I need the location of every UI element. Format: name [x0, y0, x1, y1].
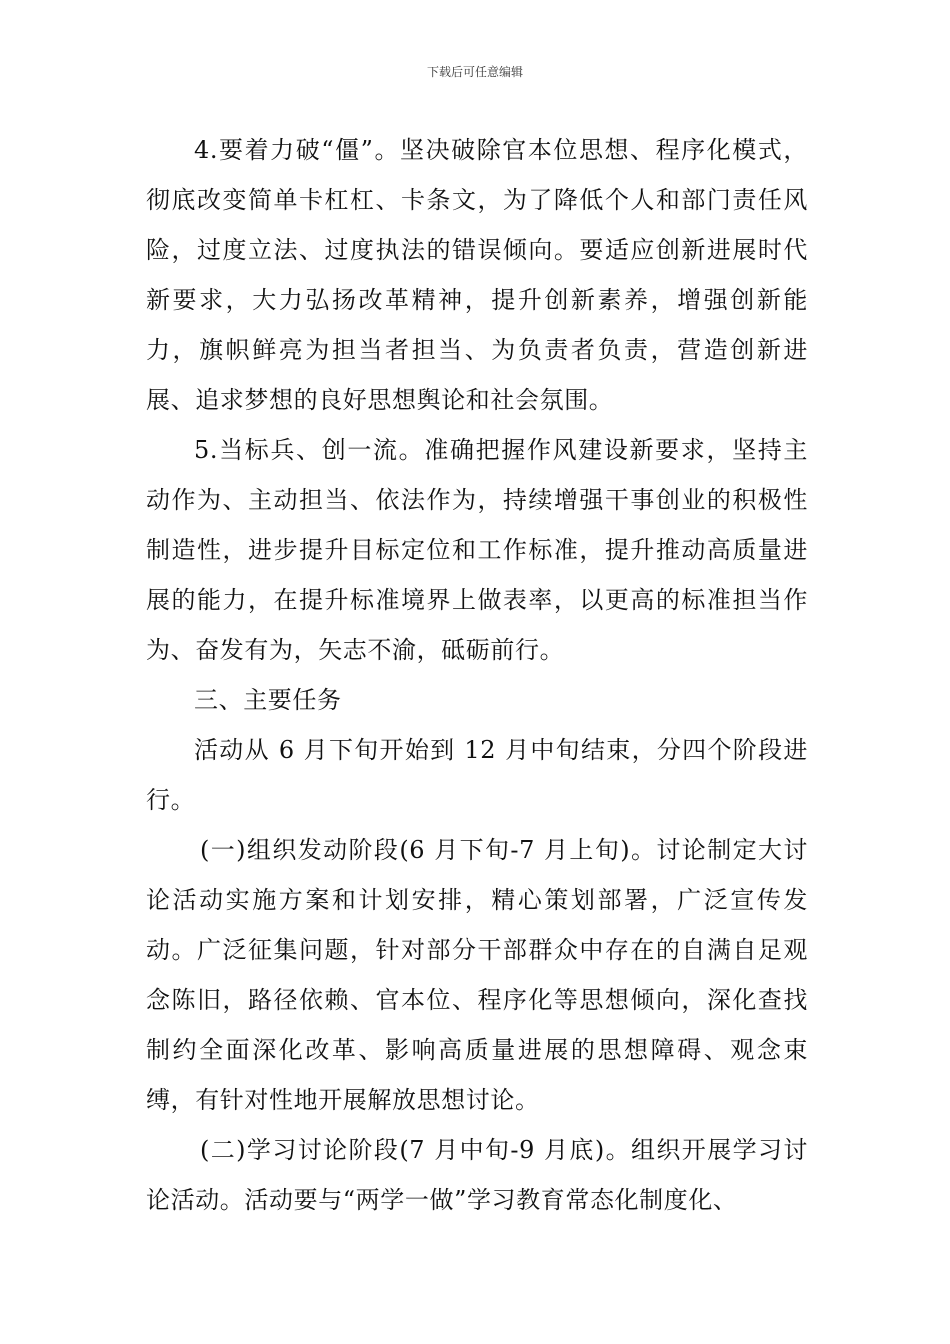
paragraph-phase-1: (一)组织发动阶段(6 月下旬-7 月上旬)。讨论制定大讨论活动实施方案和计划安排，精心策划部署，广泛宣传发动。广泛征集问题，针对部分干部群众中存在的自满自足观念陈旧，路径依赖、官本位、程序化等思想倾向，深化查找制约全面深化改革、影响高质量进展的思想障碍、观念束缚，有针对性地开展解放思想讨论。 — [146, 836, 808, 1114]
paragraph-activity-schedule: 活动从 6 月下旬开始到 12 月中旬结束，分四个阶段进行。 — [146, 736, 808, 814]
document-body — [146, 125, 808, 1225]
section-heading-main-tasks: 三、主要任务 — [194, 686, 342, 714]
page-header: 下载后可任意编辑 — [426, 65, 523, 79]
paragraph-item-4: 4.要着力破“僵”。坚决破除官本位思想、程序化模式，彻底改变简单卡杠杠、卡条文，为了降低个人和部门责任风险，过度立法、过度执法的错误倾向。要适应创新进展时代新要求，大力弘扬改革精神，提升创新素养，增强创新能力，旗帜鲜亮为担当者担当、为负责者负责，营造创新进展、追求梦想的良好思想舆论和社会氛围。 — [146, 136, 808, 414]
paragraph-item-5: 5.当标兵、创一流。准确把握作风建设新要求，坚持主动作为、主动担当、依法作为，持续增强干事创业的积极性制造性，进步提升目标定位和工作标准，提升推动高质量进展的能力，在提升标准境界上做表率，以更高的标准担当作为、奋发有为，矢志不渝，砥砺前行。 — [146, 436, 808, 664]
paragraph-phase-2: (二)学习讨论阶段(7 月中旬-9 月底)。组织开展学习讨论活动。活动要与“两学一做”学习教育常态化制度化、 — [146, 1136, 808, 1214]
